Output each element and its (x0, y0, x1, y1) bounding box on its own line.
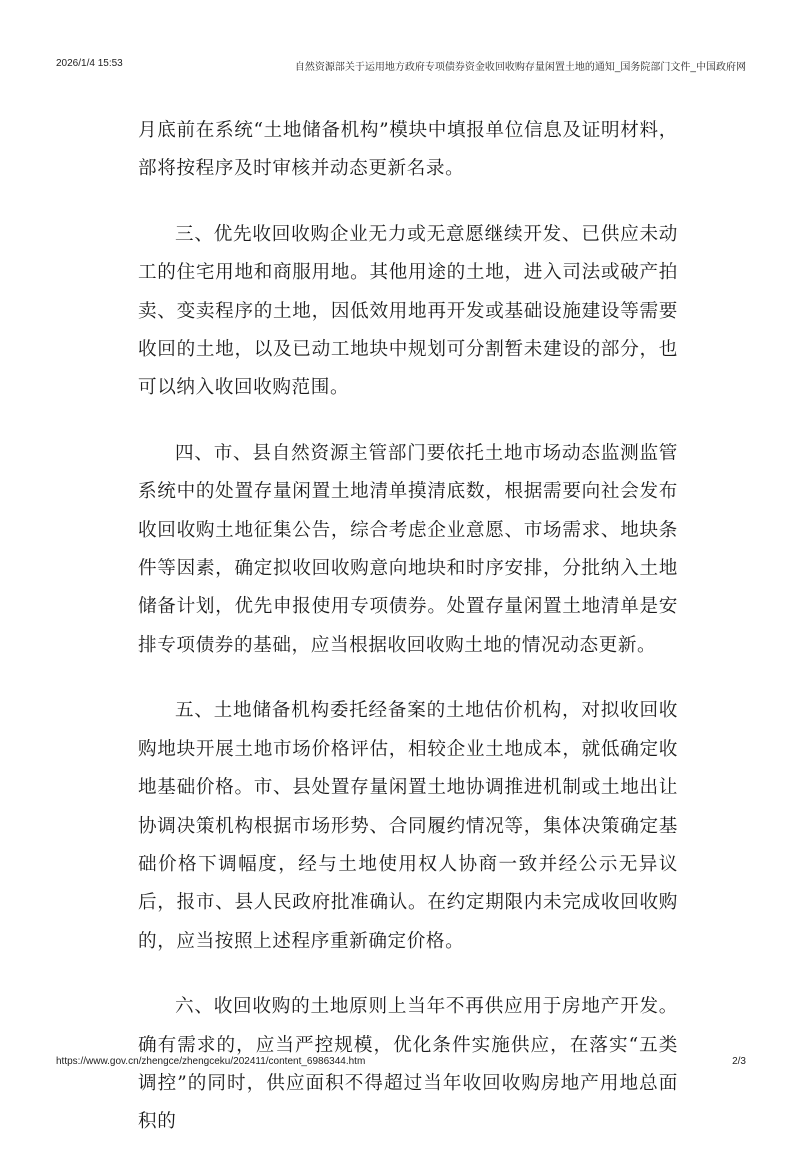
paragraph-item-6: 六、收回收购的土地原则上当年不再供应用于房地产开发。确有需求的，应当严控规模，优化条件实施供应，在落实“五类调控”的同时，供应面积不得超过当年收回收购房地产用地总面积的 (138, 996, 678, 1133)
page-number: 2/3 (732, 1056, 746, 1067)
page-title: 自然资源部关于运用地方政府专项债券资金收回收购存量闲置土地的通知_国务院部门文件_中国政府网 (294, 62, 746, 73)
paragraph-continued: 月底前在系统“土地储备机构”模块中填报单位信息及证明材料，部将按程序及时审核并动态更新名录。 (138, 120, 678, 180)
document-body (138, 112, 678, 1169)
paragraph-item-3: 三、优先收回收购企业无力或无意愿继续开发、已供应未动工的住宅用地和商服用地。其他用途的土地，进入司法或破产拍卖、变卖程序的土地，因低效用地再开发或基础设施建设等需要收回的土地，以及已动工地块中规划可分割暂未建设的部分，也可以纳入收回收购范围。 (138, 223, 678, 399)
paragraph-item-5: 五、土地储备机构委托经备案的土地估价机构，对拟收回收购地块开展土地市场价格评估，相较企业土地成本，就低确定收地基础价格。市、县处置存量闲置土地协调推进机制或土地出让协调决策机构根据市场形势、合同履约情况等，集体决策确定基础价格下调幅度，经与土地使用权人协商一致并经公示无异议后，报市、县人民政府批准确认。在约定期限内未完成收回收购的，应当按照上述程序重新确定价格。 (138, 700, 678, 952)
paragraph-item-4: 四、市、县自然资源主管部门要依托土地市场动态监测监管系统中的处置存量闲置土地清单摸清底数，根据需要向社会发布收回收购土地征集公告，综合考虑企业意愿、市场需求、地块条件等因素，确定拟收回收购意向地块和时序安排，分批纳入土地储备计划，优先申报使用专项债券。处置存量闲置土地清单是安排专项债券的基础，应当根据收回收购土地的情况动态更新。 (138, 442, 678, 656)
print-datetime: 2026/1/4 15:53 (56, 58, 123, 69)
page-url: https://www.gov.cn/zhengce/zhengceku/202411/content_6986344.htm (56, 1056, 366, 1067)
